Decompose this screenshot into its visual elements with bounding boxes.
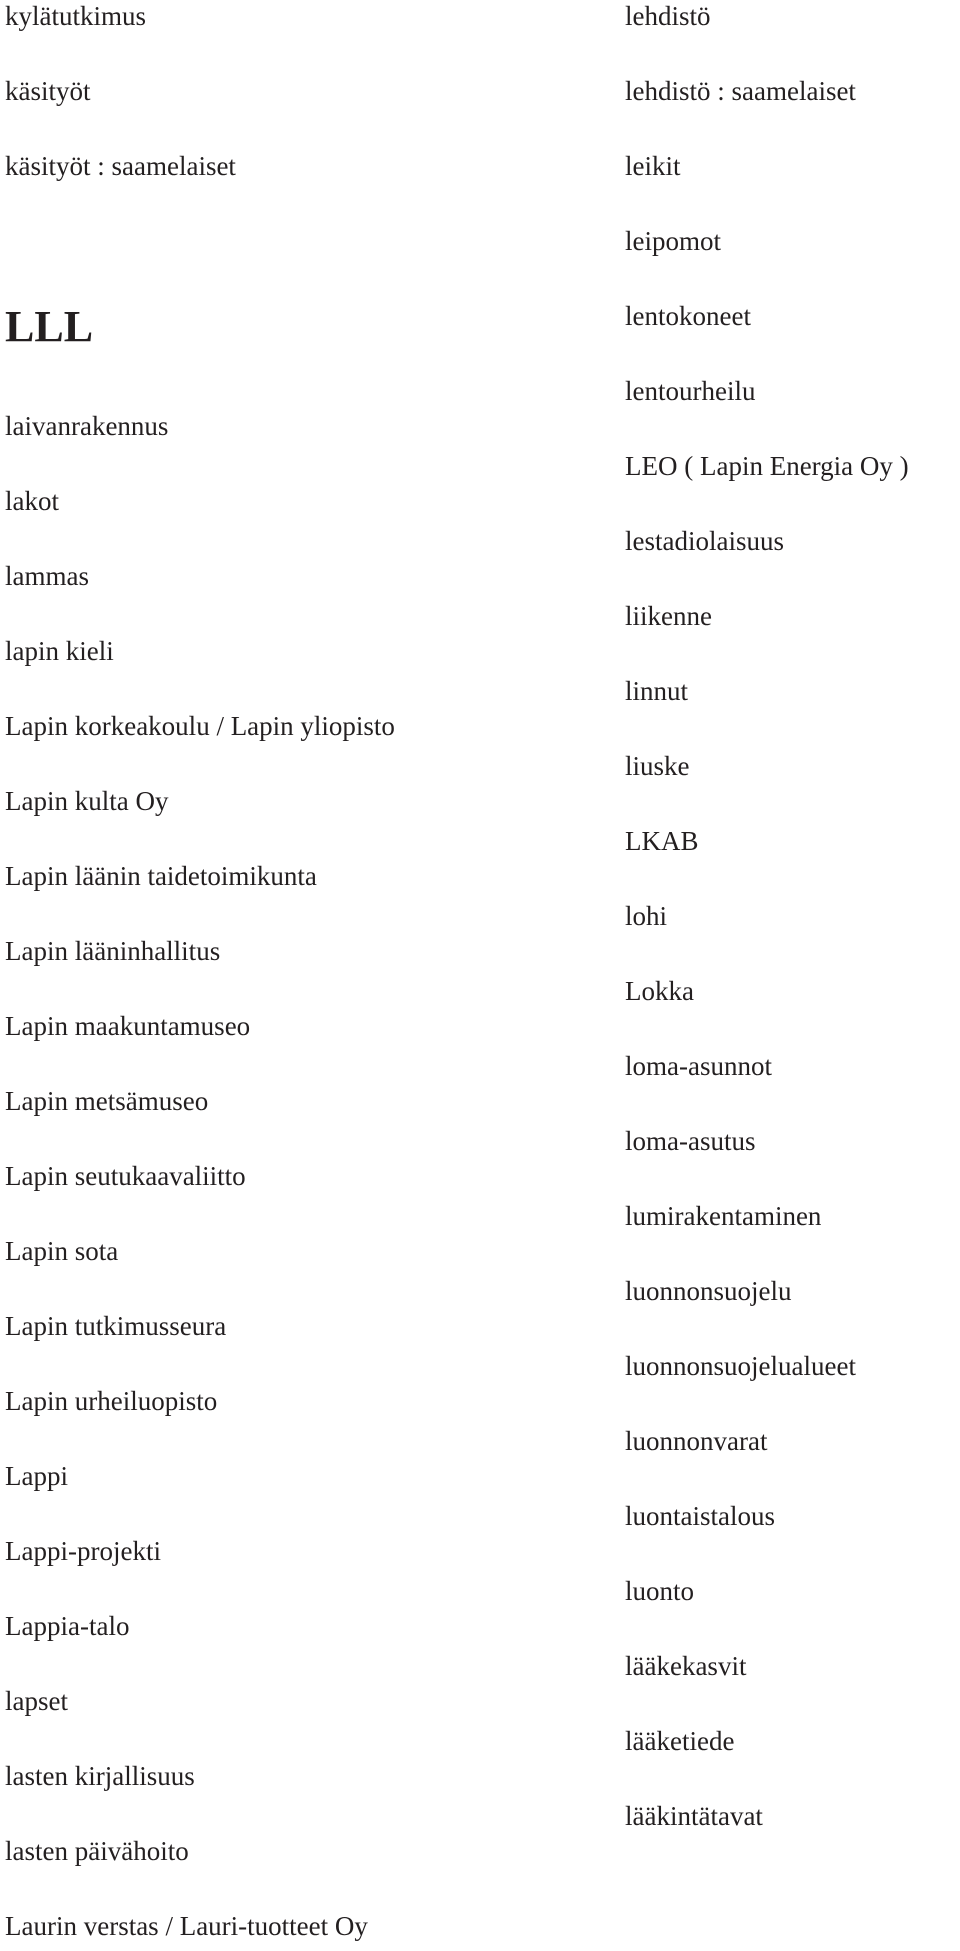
index-term: Lapin sota — [5, 1236, 119, 1266]
index-term: lapin kieli — [5, 636, 114, 666]
index-term: loma-asutus — [625, 1126, 756, 1156]
index-term: lammas — [5, 561, 89, 591]
index-term: käsityöt : saamelaiset — [5, 151, 236, 181]
index-term: luonnonsuojelu — [625, 1276, 792, 1306]
index-term: lääkekasvit — [625, 1651, 747, 1681]
index-term: Lokka — [625, 976, 694, 1006]
index-term: luonto — [625, 1576, 695, 1606]
index-term: Lappi — [5, 1461, 68, 1491]
index-term: Lapin läänin taidetoimikunta — [5, 861, 317, 891]
index-term: lentokoneet — [625, 301, 751, 331]
index-term: leikit — [625, 151, 681, 181]
index-term: Lapin seutukaavaliitto — [5, 1161, 246, 1191]
index-term: Lappi-projekti — [5, 1536, 161, 1566]
index-term: käsityöt — [5, 76, 91, 106]
index-term: leipomot — [625, 226, 721, 256]
index-term: Lapin tutkimusseura — [5, 1311, 227, 1341]
index-term: lohi — [625, 901, 668, 931]
index-term: lakot — [5, 486, 59, 516]
index-term: LKAB — [625, 826, 699, 856]
index-term: lääkintätavat — [625, 1801, 763, 1831]
index-term: lehdistö : saamelaiset — [625, 76, 856, 106]
index-term: kylätutkimus — [5, 1, 146, 31]
index-term: Lapin korkeakoulu / Lapin yliopisto — [5, 711, 395, 741]
index-term: LEO ( Lapin Energia Oy ) — [625, 451, 909, 481]
index-term: liuske — [625, 751, 690, 781]
index-term: Lapin urheiluopisto — [5, 1386, 218, 1416]
index-term: loma-asunnot — [625, 1051, 772, 1081]
index-term: luonnonsuojelualueet — [625, 1351, 856, 1381]
index-term: Lapin maakuntamuseo — [5, 1011, 251, 1041]
index-term: Lapin lääninhallitus — [5, 936, 221, 966]
index-term: linnut — [625, 676, 689, 706]
index-term: Laurin verstas / Lauri-tuotteet Oy — [5, 1911, 368, 1941]
index-term: luontaistalous — [625, 1501, 775, 1531]
section-heading: LLL — [5, 302, 94, 351]
index-term: Lapin metsämuseo — [5, 1086, 209, 1116]
index-term: lapset — [5, 1686, 68, 1716]
index-term: lasten päivähoito — [5, 1836, 189, 1866]
index-term: laivanrakennus — [5, 411, 169, 441]
index-term: lumirakentaminen — [625, 1201, 822, 1231]
index-term: liikenne — [625, 601, 712, 631]
index-term: lestadiolaisuus — [625, 526, 784, 556]
index-term: Lapin kulta Oy — [5, 786, 169, 816]
index-term: lentourheilu — [625, 376, 756, 406]
index-term: luonnonvarat — [625, 1426, 768, 1456]
index-term: lääketiede — [625, 1726, 735, 1756]
index-term: Lappia-talo — [5, 1611, 130, 1641]
index-term: lasten kirjallisuus — [5, 1761, 195, 1791]
index-term: lehdistö — [625, 1, 711, 31]
